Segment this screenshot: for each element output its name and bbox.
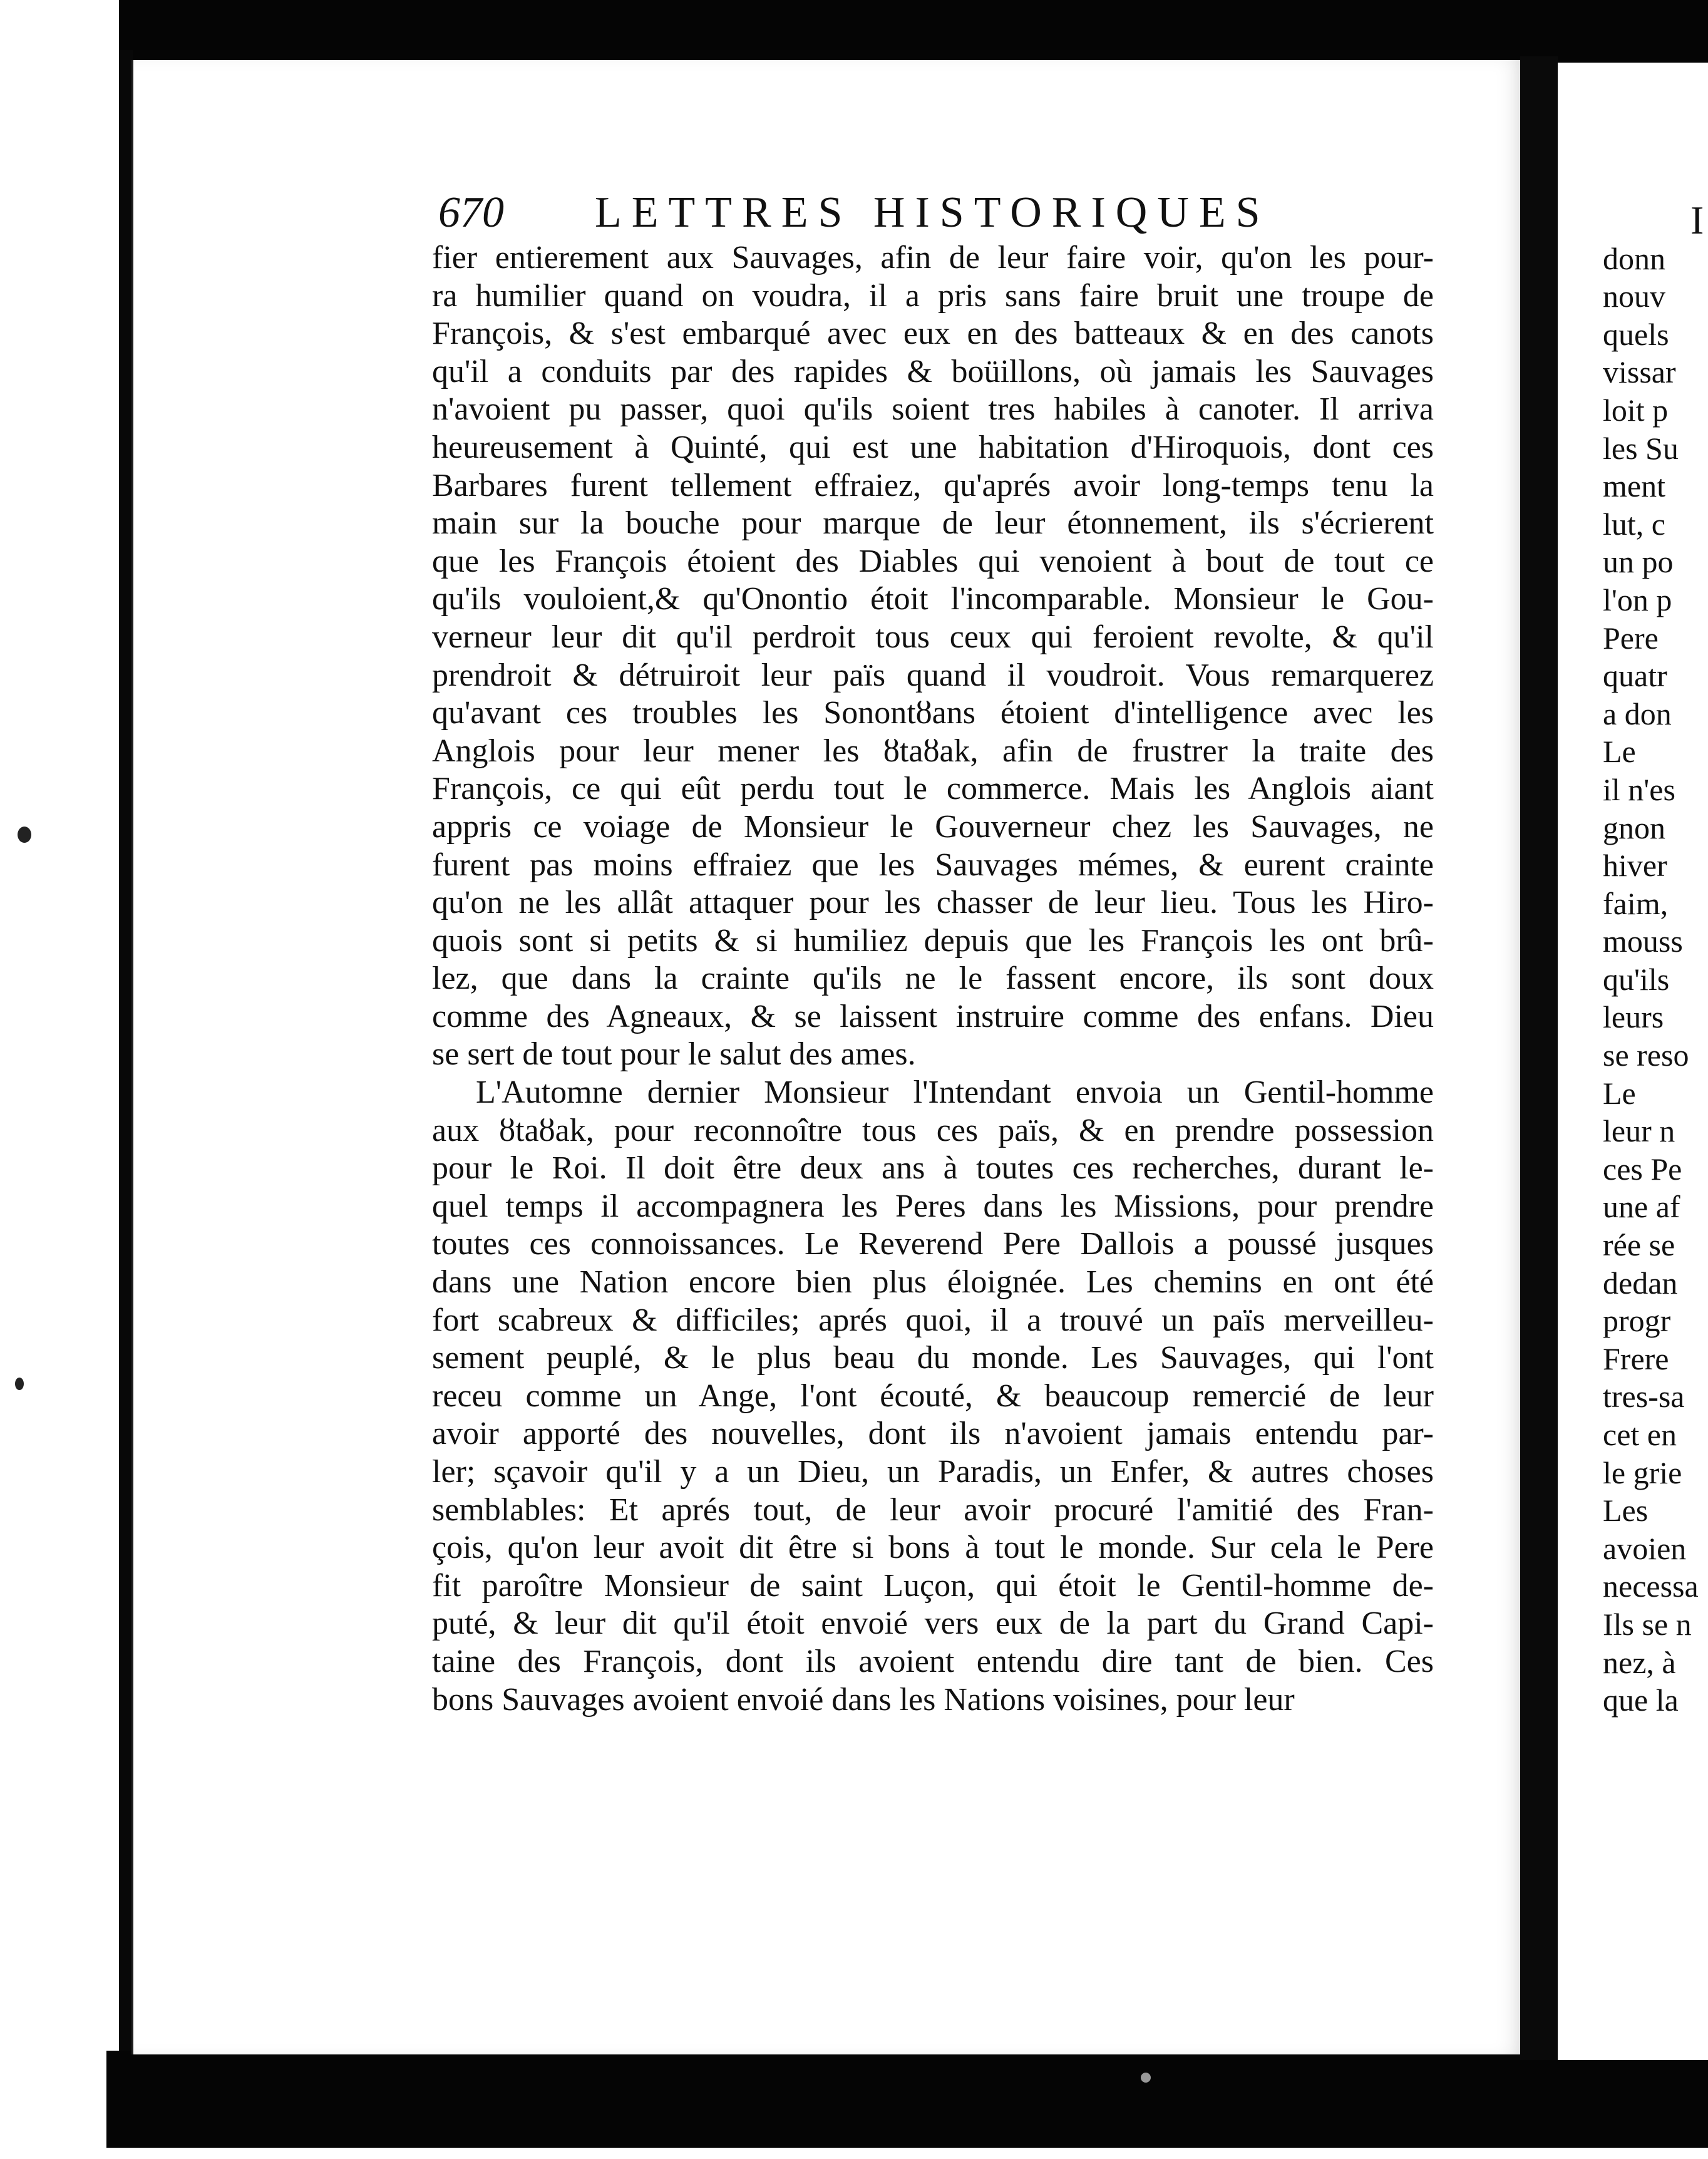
text-line: fier entierement aux Sauvages, afin de leur faire voir, qu'on les pour- bbox=[432, 240, 1434, 276]
text-line: avoir apporté des nouvelles, dont ils n'avoient jamais entendu par- bbox=[432, 1416, 1434, 1452]
text-line: n'avoient pu passer, quoi qu'ils soient tres habiles à canoter. Il arriva bbox=[432, 391, 1434, 428]
text-line: L'Automne dernier Monsieur l'Intendant envoia un Gentil-homme bbox=[476, 1074, 1434, 1111]
running-title: LETTRES HISTORIQUES bbox=[595, 188, 1270, 237]
text-line: heureusement à Quinté, qui est une habitation d'Hiroquois, dont ces bbox=[432, 429, 1434, 465]
scan-speck bbox=[18, 827, 31, 843]
right-text-line: necessa bbox=[1603, 1569, 1699, 1604]
text-line: verneur leur dit qu'il perdroit tous ceux qui feroient revolte, & qu'il bbox=[432, 619, 1434, 655]
right-text-line: Pere bbox=[1603, 620, 1659, 656]
text-line: quel temps il accompagnera les Peres dans les Missions, pour prendre bbox=[432, 1188, 1434, 1224]
text-line: fit paroître Monsieur de saint Luçon, qui étoit le Gentil-homme de- bbox=[432, 1567, 1434, 1604]
right-text-line: a don bbox=[1603, 696, 1672, 731]
right-text-line: l'on p bbox=[1603, 582, 1672, 617]
right-text-line: leur n bbox=[1603, 1113, 1675, 1149]
right-text-line: qu'ils bbox=[1603, 961, 1670, 997]
right-text-line: avoien bbox=[1603, 1530, 1687, 1566]
right-text-line: nez, à bbox=[1603, 1644, 1676, 1680]
text-line: lez, que dans la crainte qu'ils ne le fassent encore, ils sont doux bbox=[432, 961, 1434, 997]
text-line: qu'on ne les allât attaquer pour les chasser de leur lieu. Tous les Hiro- bbox=[432, 885, 1434, 921]
text-line: qu'avant ces troubles les Sonontȣans étoient d'intelligence avec les bbox=[432, 695, 1434, 731]
right-text-line: un po bbox=[1603, 544, 1674, 580]
right-text-line: dedan bbox=[1603, 1265, 1678, 1301]
right-text-line: rée se bbox=[1603, 1227, 1675, 1263]
right-text-line: Les bbox=[1603, 1493, 1649, 1528]
right-text-line: donn bbox=[1603, 240, 1665, 276]
text-line: prendroit & détruiroit leur païs quand il voudroit. Vous remarquerez bbox=[432, 657, 1434, 693]
scan-speck bbox=[1141, 2073, 1151, 2083]
right-text-line: progr bbox=[1603, 1303, 1671, 1339]
right-text-line: lut, c bbox=[1603, 506, 1665, 542]
text-line: appris ce voiage de Monsieur le Gouverneur chez les Sauvages, ne bbox=[432, 808, 1434, 845]
scan-border-top bbox=[119, 0, 1708, 63]
right-text-line: le grie bbox=[1603, 1455, 1682, 1490]
right-text-line: que la bbox=[1603, 1682, 1679, 1718]
right-text-line: I bbox=[1690, 202, 1704, 240]
right-text-line: tres-sa bbox=[1603, 1379, 1685, 1414]
right-text-line: quatr bbox=[1603, 658, 1667, 694]
scan-border-bottom bbox=[106, 2051, 1708, 2148]
book-gutter bbox=[1520, 56, 1558, 2060]
page-number: 670 bbox=[438, 188, 504, 237]
right-text-line: leurs bbox=[1603, 999, 1664, 1035]
right-text-line: nouv bbox=[1603, 279, 1665, 314]
right-text-line: une af bbox=[1603, 1189, 1680, 1225]
text-line: bons Sauvages avoient envoié dans les Nations voisines, pour leur bbox=[432, 1681, 1295, 1718]
text-line: François, ce qui eût perdu tout le commerce. Mais les Anglois aiant bbox=[432, 771, 1434, 807]
text-line: ler; sçavoir qu'il y a un Dieu, un Paradis, un Enfer, & autres choses bbox=[432, 1454, 1434, 1490]
text-line: puté, & leur dit qu'il étoit envoié vers eux de la part du Grand Capi- bbox=[432, 1605, 1434, 1642]
right-text-line: Ils se n bbox=[1603, 1606, 1692, 1642]
text-line: qu'il a conduits par des rapides & boüillons, où jamais les Sauvages bbox=[432, 353, 1434, 389]
right-page-text-fragment bbox=[1603, 202, 1708, 1719]
right-text-line: Le bbox=[1603, 1075, 1636, 1111]
text-line: pour le Roi. Il doit être deux ans à toutes ces recherches, durant le- bbox=[432, 1150, 1434, 1187]
text-line: semblables: Et aprés tout, de leur avoir procuré l'amitié des Fran- bbox=[432, 1492, 1434, 1528]
left-page-text bbox=[432, 239, 1434, 1719]
right-text-line: il n'es bbox=[1603, 771, 1675, 807]
right-text-line: hiver bbox=[1603, 848, 1667, 884]
text-line: François, & s'est embarqué avec eux en des batteaux & en des canots bbox=[432, 316, 1434, 352]
text-line: ra humilier quand on voudra, il a pris sans faire bruit une troupe de bbox=[432, 277, 1434, 314]
text-line: Barbares furent tellement effraiez, qu'aprés avoir long-temps tenu la bbox=[432, 467, 1434, 503]
right-text-line: loit p bbox=[1603, 392, 1669, 428]
right-text-line: vissar bbox=[1603, 354, 1676, 390]
text-line: toutes ces connoissances. Le Reverend Pere Dallois a poussé jusques bbox=[432, 1226, 1434, 1262]
text-line: que les François étoient des Diables qui venoient à bout de tout ce bbox=[432, 543, 1434, 579]
right-text-line: faim, bbox=[1603, 885, 1669, 921]
text-line: qu'ils vouloient,& qu'Onontio étoit l'incomparable. Monsieur le Gou- bbox=[432, 581, 1434, 617]
scan-border-left bbox=[119, 50, 133, 2060]
text-line: main sur la bouche pour marque de leur étonnement, ils s'écrierent bbox=[432, 505, 1434, 542]
right-text-line: ces Pe bbox=[1603, 1151, 1682, 1187]
text-line: receu comme un Ange, l'ont écouté, & beaucoup remercié de leur bbox=[432, 1378, 1434, 1414]
scan-speck bbox=[15, 1378, 24, 1390]
text-line: sement peuplé, & le plus beau du monde. Les Sauvages, qui l'ont bbox=[432, 1340, 1434, 1376]
right-text-line: les Su bbox=[1603, 430, 1679, 466]
page-header bbox=[438, 188, 1402, 238]
right-text-line: gnon bbox=[1603, 810, 1665, 845]
text-line: Anglois pour leur mener les ȣtaȣak, afin de frustrer la traite des bbox=[432, 733, 1434, 769]
text-line: quois sont si petits & si humiliez depuis que les François les ont brû- bbox=[432, 922, 1434, 959]
right-text-line: Le bbox=[1603, 734, 1636, 770]
right-text-line: mouss bbox=[1603, 924, 1683, 959]
text-line: furent pas moins effraiez que les Sauvages mémes, & eurent crainte bbox=[432, 847, 1434, 883]
right-text-line: ment bbox=[1603, 468, 1665, 504]
text-line: se sert de tout pour le salut des ames. bbox=[432, 1036, 916, 1073]
text-line: fort scabreux & difficiles; aprés quoi, il a trouvé un païs merveilleu- bbox=[432, 1302, 1434, 1338]
text-line: aux ȣtaȣak, pour reconnoître tous ces païs, & en prendre possession bbox=[432, 1112, 1434, 1148]
text-line: çois, qu'on leur avoit dit être si bons à tout le monde. Sur cela le Pere bbox=[432, 1530, 1434, 1566]
right-text-line: cet en bbox=[1603, 1417, 1677, 1452]
text-line: comme des Agneaux, & se laissent instruire comme des enfans. Dieu bbox=[432, 998, 1434, 1034]
right-text-line: quels bbox=[1603, 316, 1669, 352]
text-line: taine des François, dont ils avoient entendu dire tant de bien. Ces bbox=[432, 1643, 1434, 1679]
right-text-line: se reso bbox=[1603, 1038, 1689, 1073]
right-text-line: Frere bbox=[1603, 1341, 1669, 1376]
text-line: dans une Nation encore bien plus éloignée. Les chemins en ont été bbox=[432, 1264, 1434, 1301]
